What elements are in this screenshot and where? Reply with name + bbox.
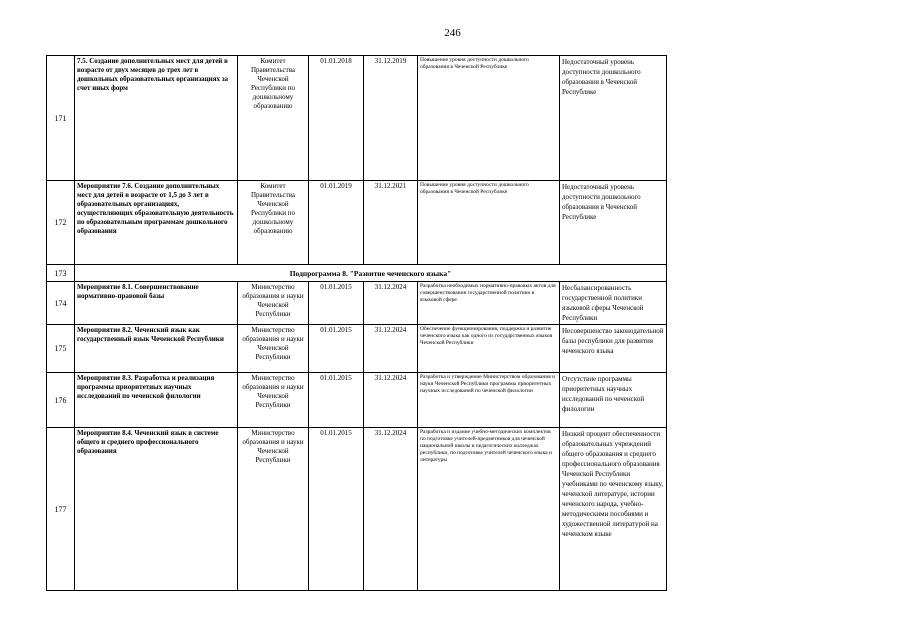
row-number: 177 xyxy=(47,428,75,591)
expected-result: Разработка необходимых нормативно-правовых актов для совершенствования государственной политики в языковой сфере xyxy=(418,282,560,325)
measure-title: Мероприятие 7.6. Создание дополнительных мест для детей в возрасте от 1,5 до 3 лет в образовательных организациях, осуществляющих образовательную деятельность по образовательным программам дошкольного образования xyxy=(75,181,238,265)
responsible-executor: Министерство образования и науки Чеченской Республики xyxy=(238,428,309,591)
table-row xyxy=(47,282,667,325)
problem-description: Несовершенство законодательной базы республики для развития чеченского языка xyxy=(560,325,667,373)
row-number: 176 xyxy=(47,373,75,428)
measures-table xyxy=(46,55,667,591)
measure-title: Мероприятие 8.1. Совершенствование нормативно-правовой базы xyxy=(75,282,238,325)
expected-result: Обеспечение функционирования, поддержка и развитие чеченского языка как одного из государственных языков Чеченской Республики xyxy=(418,325,560,373)
problem-description: Несбалансированность государственной политики языковой сферы Чеченской Республики xyxy=(560,282,667,325)
expected-result: Повышение уровня доступности дошкольного образования в Чеченской Республике xyxy=(418,56,560,181)
row-number: 172 xyxy=(47,181,75,265)
problem-description: Недостаточный уровень доступности дошкольного образования в Чеченской Республике xyxy=(560,56,667,181)
end-date: 31.12.2024 xyxy=(364,373,418,428)
row-number: 175 xyxy=(47,325,75,373)
responsible-executor: Министерство образования и науки Чеченской Республики xyxy=(238,282,309,325)
table-row xyxy=(47,373,667,428)
problem-description: Недостаточный уровень доступности дошкольного образования в Чеченской Республике xyxy=(560,181,667,265)
expected-result: Повышение уровня доступности дошкольного образования в Чеченской Республике xyxy=(418,181,560,265)
page-number: 246 xyxy=(444,27,461,39)
end-date: 31.12.2021 xyxy=(364,181,418,265)
problem-description: Низкий процент обеспеченности образовательных учреждений общего образования и среднего профессионального образования Чеченской Республики учебниками по чеченскому языку, чеченской литературе, истории чеченского народа, учебно-методическими пособиями и художественной литературой на чеченском языке xyxy=(560,428,667,591)
row-number: 174 xyxy=(47,282,75,325)
start-date: 01.01.2018 xyxy=(309,56,364,181)
expected-result: Разработка и издание учебно-методических комплектов по подготовке учителей-предметников для чеченской национальной школы в педагогических колледжах республики, по подготовке учителей чеченского языка и литературы xyxy=(418,428,560,591)
responsible-executor: Министерство образования и науки Чеченской Республики xyxy=(238,325,309,373)
problem-description: Отсутствие программы приоритетных научных исследований по чеченской филологии xyxy=(560,373,667,428)
measure-title: Мероприятие 8.4. Чеченский язык в системе общего и среднего профессионального образования xyxy=(75,428,238,591)
end-date: 31.12.2024 xyxy=(364,428,418,591)
row-number: 173 xyxy=(47,265,75,282)
start-date: 01.01.2015 xyxy=(309,428,364,591)
end-date: 31.12.2024 xyxy=(364,325,418,373)
row-number: 171 xyxy=(47,56,75,181)
table-row xyxy=(47,428,667,591)
table-row xyxy=(47,265,667,282)
measure-title: Мероприятие 8.3. Разработка и реализация программы приоритетных научных исследований по чеченской филологии xyxy=(75,373,238,428)
measure-title: 7.5. Создание дополнительных мест для детей в возрасте от двух месяцев до трех лет в дошкольных образовательных организациях за счет иных форм xyxy=(75,56,238,181)
table-row xyxy=(47,181,667,265)
start-date: 01.01.2015 xyxy=(309,282,364,325)
expected-result: Разработка и утверждение Министерством образования и науки Чеченской Республики программы приоритетных научных исследований по чеченской филологии xyxy=(418,373,560,428)
end-date: 31.12.2024 xyxy=(364,282,418,325)
responsible-executor: Комитет Правительства Чеченской Республики по дошкольному образованию xyxy=(238,56,309,181)
responsible-executor: Комитет Правительства Чеченской Республики по дошкольному образованию xyxy=(238,181,309,265)
subprogram-heading: Подпрограмма 8. "Развитие чеченского языка" xyxy=(75,265,667,282)
end-date: 31.12.2019 xyxy=(364,56,418,181)
start-date: 01.01.2019 xyxy=(309,181,364,265)
start-date: 01.01.2015 xyxy=(309,325,364,373)
responsible-executor: Министерство образования и науки Чеченской Республики xyxy=(238,373,309,428)
start-date: 01.01.2015 xyxy=(309,373,364,428)
measure-title: Мероприятие 8.2. Чеченский язык как государственный язык Чеченской Республики xyxy=(75,325,238,373)
table-row xyxy=(47,325,667,373)
table-row xyxy=(47,56,667,181)
